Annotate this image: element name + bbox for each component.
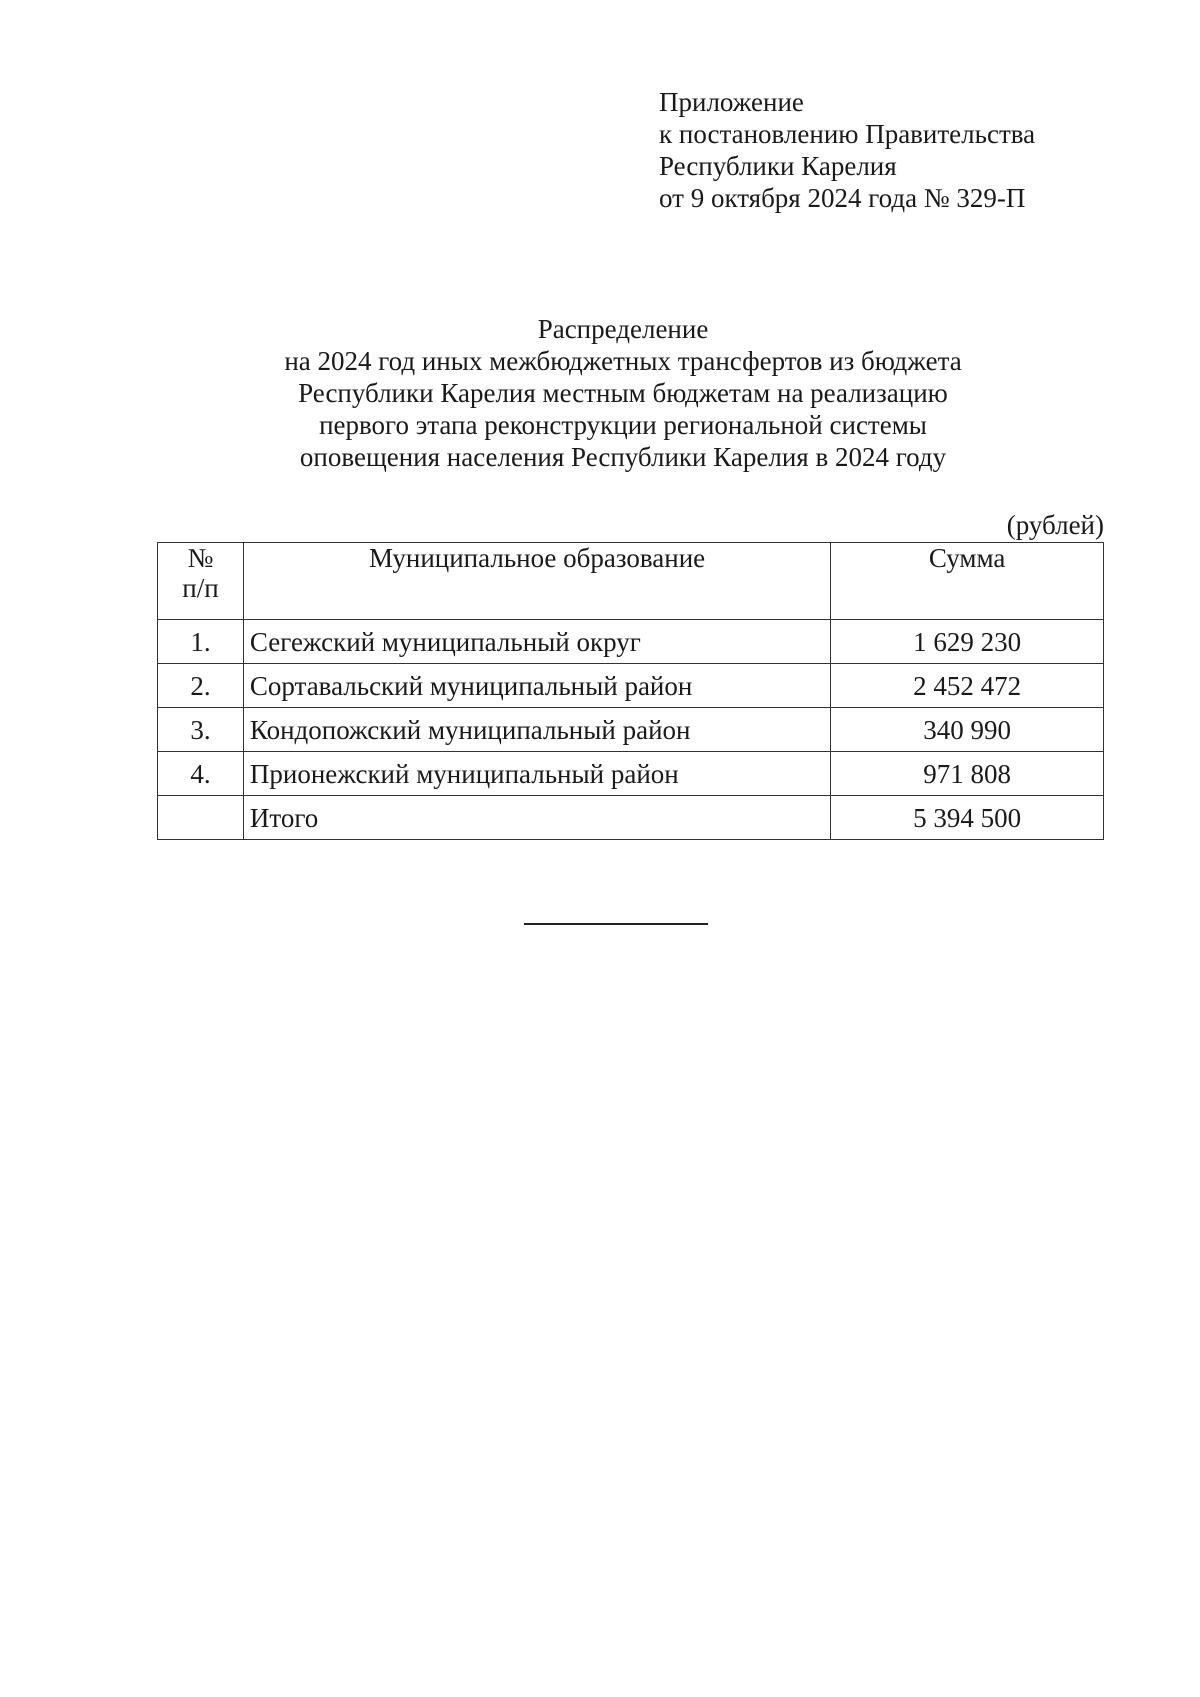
header-sum: Сумма xyxy=(831,543,1104,620)
header-number-symbol: № xyxy=(187,543,214,573)
row-sum: 1 629 230 xyxy=(831,620,1104,664)
row-sum: 2 452 472 xyxy=(831,664,1104,708)
table-row xyxy=(158,752,1104,796)
total-number xyxy=(158,796,244,840)
closing-rule xyxy=(524,923,708,925)
table-row xyxy=(158,708,1104,752)
header-municipality: Муниципальное образование xyxy=(243,543,830,620)
appendix-reference xyxy=(659,86,1035,214)
title-line: Республики Карелия местным бюджетам на реализацию xyxy=(298,378,948,408)
appendix-line: от 9 октября 2024 года № 329-П xyxy=(659,183,1026,213)
row-municipality: Сегежский муниципальный округ xyxy=(243,620,830,664)
title-line: Распределение xyxy=(537,314,709,344)
total-label: Итого xyxy=(243,796,830,840)
header-number-abbrev: п/п xyxy=(182,573,219,603)
row-number: 2. xyxy=(158,664,244,708)
appendix-line: к постановлению Правительства xyxy=(659,119,1036,149)
title-line: оповещения населения Республики Карелия в 2024 году xyxy=(299,442,947,472)
distribution-table xyxy=(157,542,1104,840)
document-title xyxy=(158,313,1088,473)
table-header-row xyxy=(158,543,1104,620)
row-municipality: Прионежский муниципальный район xyxy=(243,752,830,796)
total-sum: 5 394 500 xyxy=(831,796,1104,840)
row-sum: 340 990 xyxy=(831,708,1104,752)
title-line: первого этапа реконструкции региональной системы xyxy=(319,410,927,440)
table-row xyxy=(158,620,1104,664)
units-label: (рублей) xyxy=(1006,510,1104,540)
header-number xyxy=(158,543,244,620)
row-number: 4. xyxy=(158,752,244,796)
appendix-line: Республики Карелия xyxy=(659,151,897,181)
table-total-row xyxy=(158,796,1104,840)
row-sum: 971 808 xyxy=(831,752,1104,796)
appendix-line: Приложение xyxy=(659,87,804,117)
row-number: 1. xyxy=(158,620,244,664)
table-row xyxy=(158,664,1104,708)
row-municipality: Сортавальский муниципальный район xyxy=(243,664,830,708)
row-municipality: Кондопожский муниципальный район xyxy=(243,708,830,752)
row-number: 3. xyxy=(158,708,244,752)
title-line: на 2024 год иных межбюджетных трансфертов из бюджета xyxy=(284,346,962,376)
